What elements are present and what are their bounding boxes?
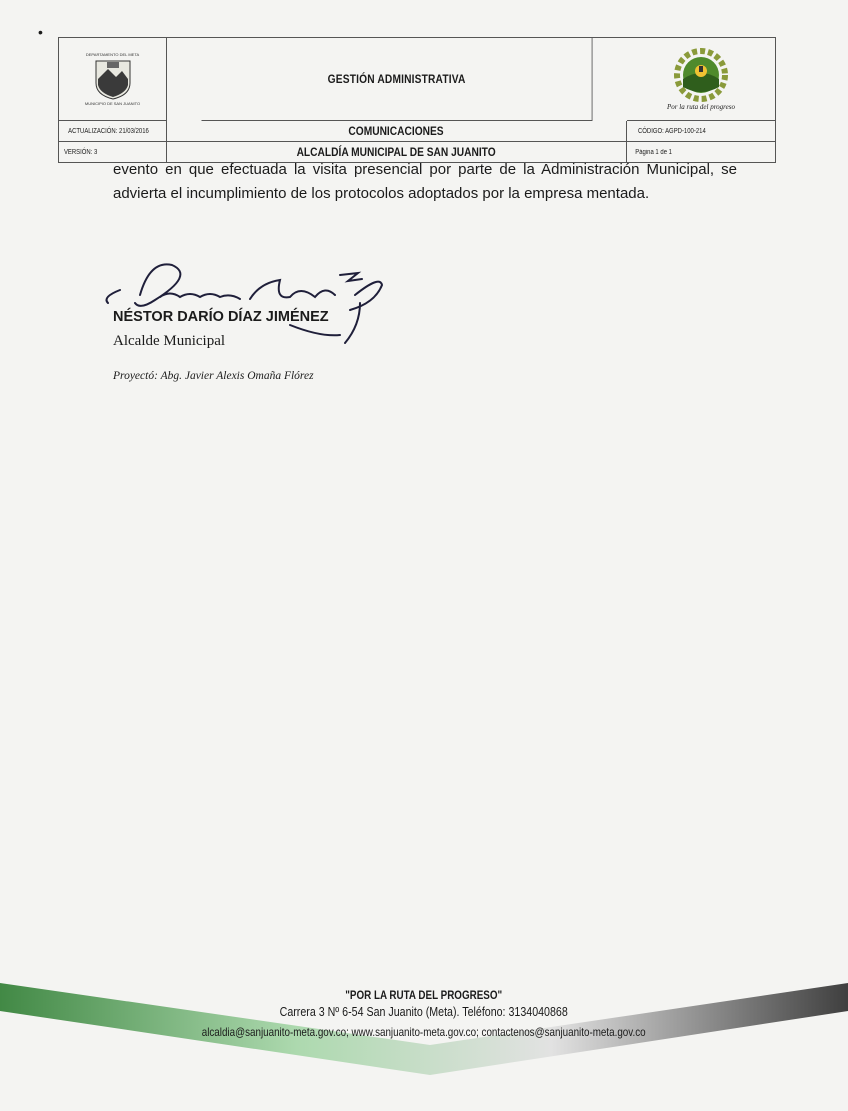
shield-icon xyxy=(90,57,136,101)
signer-name: NÉSTOR DARÍO DÍAZ JIMÉNEZ xyxy=(113,309,329,325)
footer-address: Carrera 3 Nº 6-54 San Juanito (Meta). Teléfono: 3134040868 xyxy=(279,1004,569,1019)
document-code: CÓDIGO: AGPD-100-214 xyxy=(627,121,775,142)
document-header xyxy=(58,37,776,163)
stray-dot: • xyxy=(38,24,43,40)
office-label: ALCALDÍA MUNICIPAL DE SAN JUANITO xyxy=(296,145,497,159)
signer-role: Alcalde Municipal xyxy=(113,333,226,349)
update-date: ACTUALIZACIÓN: 21/03/2016 xyxy=(59,121,166,142)
version: VERSIÓN: 3 xyxy=(63,148,98,156)
municipality-logo xyxy=(59,38,167,121)
page-number: Página 1 de 1 xyxy=(635,148,672,156)
projected-by: Proyectó: Abg. Javier Alexis Omaña Flórez xyxy=(113,370,314,382)
header-title: GESTIÓN ADMINISTRATIVA xyxy=(202,38,593,121)
logo-caption-bottom: MUNICIPIO DE SAN JUANITO xyxy=(84,101,141,106)
gear-emblem-icon xyxy=(673,47,729,103)
logo-motto: Por la ruta del progreso xyxy=(667,103,735,111)
footer-contact[interactable]: alcaldia@sanjuanito-meta.gov.co; www.sanjuanito-meta.gov.co; contactenos@sanjuanito-meta.gov.co xyxy=(202,1025,646,1039)
header-meta-right xyxy=(627,121,775,162)
logo-caption-top: DEPARTAMENTO DEL META xyxy=(85,52,140,57)
header-sections xyxy=(167,121,627,162)
progress-logo xyxy=(627,38,775,121)
section-label: COMUNICACIONES xyxy=(167,121,626,142)
body-paragraph: evento en que efectuada la visita presencial por parte de la Administración Municipal, se advierta el incumplimiento de los protocolos adoptados por la empresa mentada. xyxy=(113,161,737,202)
header-meta-left xyxy=(59,121,167,162)
footer-motto: "POR LA RUTA DEL PROGRESO" xyxy=(345,988,503,1002)
